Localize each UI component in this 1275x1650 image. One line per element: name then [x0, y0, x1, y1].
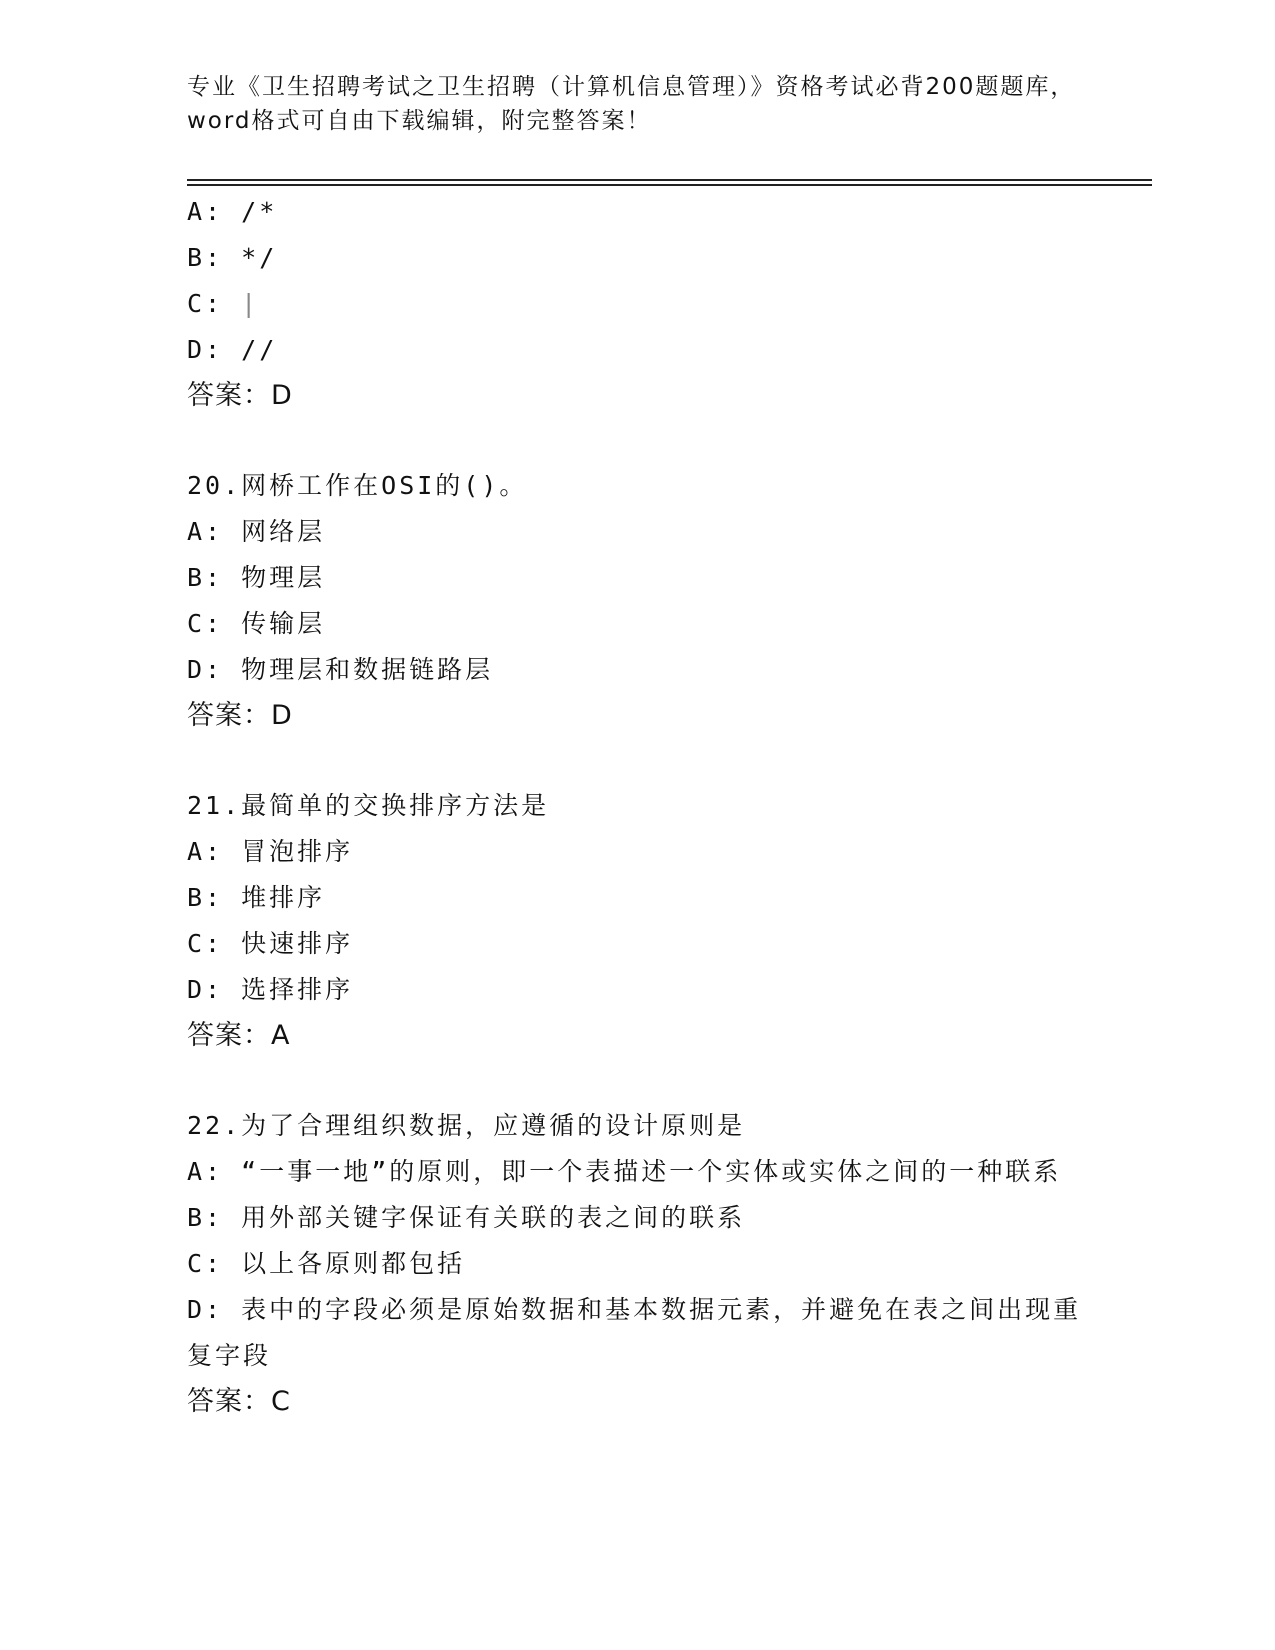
option-letter: B:	[187, 883, 224, 912]
option-text: 网络层	[241, 517, 326, 546]
option-a	[187, 509, 1087, 555]
option-text: //	[241, 335, 278, 364]
question-block	[187, 189, 1087, 419]
option-letter: D:	[187, 975, 224, 1004]
option-letter: B:	[187, 1203, 224, 1232]
header-title-line2: word格式可自由下载编辑，附完整答案！	[187, 108, 652, 134]
option-text: */	[241, 243, 278, 272]
header-title-line1: 专业《卫生招聘考试之卫生招聘（计算机信息管理）》资格考试必背200题题库，	[187, 74, 1076, 100]
option-text: 表中的字段必须是原始数据和基本数据元素，并避免在表之间出现重复字段	[187, 1295, 1082, 1370]
question-block	[187, 463, 1087, 739]
option-text: 堆排序	[241, 883, 326, 912]
option-letter: B:	[187, 243, 224, 272]
header-divider-top	[187, 179, 1152, 181]
document-header	[187, 70, 1087, 138]
option-letter: C:	[187, 1249, 224, 1278]
question-block	[187, 783, 1087, 1059]
option-b	[187, 235, 1087, 281]
option-letter: C:	[187, 609, 224, 638]
option-letter: C:	[187, 289, 224, 318]
option-c	[187, 1241, 1087, 1287]
option-text: 冒泡排序	[241, 837, 354, 866]
option-b	[187, 555, 1087, 601]
option-text: 快速排序	[241, 929, 354, 958]
option-text: 物理层和数据链路层	[241, 655, 494, 684]
question-text: 20.网桥工作在OSI的()。	[187, 471, 528, 500]
option-a	[187, 189, 1087, 235]
option-letter: D:	[187, 655, 224, 684]
option-b	[187, 875, 1087, 921]
option-letter: D:	[187, 335, 224, 364]
option-text: “一事一地”的原则，即一个表描述一个实体或实体之间的一种联系	[241, 1157, 1062, 1186]
option-text: 物理层	[241, 563, 326, 592]
option-letter: A:	[187, 1157, 224, 1186]
option-d	[187, 1287, 1087, 1379]
option-text: |	[241, 289, 260, 318]
option-letter: A:	[187, 517, 224, 546]
question-list	[187, 189, 1087, 1425]
option-c	[187, 921, 1087, 967]
option-letter: A:	[187, 197, 224, 226]
option-d	[187, 967, 1087, 1013]
answer-line: 答案：D	[187, 380, 293, 411]
option-text: /*	[241, 197, 278, 226]
question-text: 22.为了合理组织数据，应遵循的设计原则是	[187, 1111, 746, 1140]
option-b	[187, 1195, 1087, 1241]
header-divider-bottom	[187, 184, 1152, 186]
option-letter: B:	[187, 563, 224, 592]
option-a	[187, 1149, 1087, 1195]
option-text: 选择排序	[241, 975, 354, 1004]
option-letter: C:	[187, 929, 224, 958]
question-block	[187, 1103, 1087, 1425]
option-c	[187, 281, 1087, 327]
option-text: 用外部关键字保证有关联的表之间的联系	[241, 1203, 746, 1232]
option-c	[187, 601, 1087, 647]
option-d	[187, 327, 1087, 373]
answer-line: 答案：A	[187, 1020, 291, 1051]
answer-line: 答案：C	[187, 1386, 291, 1417]
option-letter: A:	[187, 837, 224, 866]
answer-line: 答案：D	[187, 700, 293, 731]
option-a	[187, 829, 1087, 875]
option-text: 传输层	[241, 609, 326, 638]
option-d	[187, 647, 1087, 693]
option-text: 以上各原则都包括	[241, 1249, 466, 1278]
option-letter: D:	[187, 1295, 224, 1324]
question-text: 21.最简单的交换排序方法是	[187, 791, 550, 820]
